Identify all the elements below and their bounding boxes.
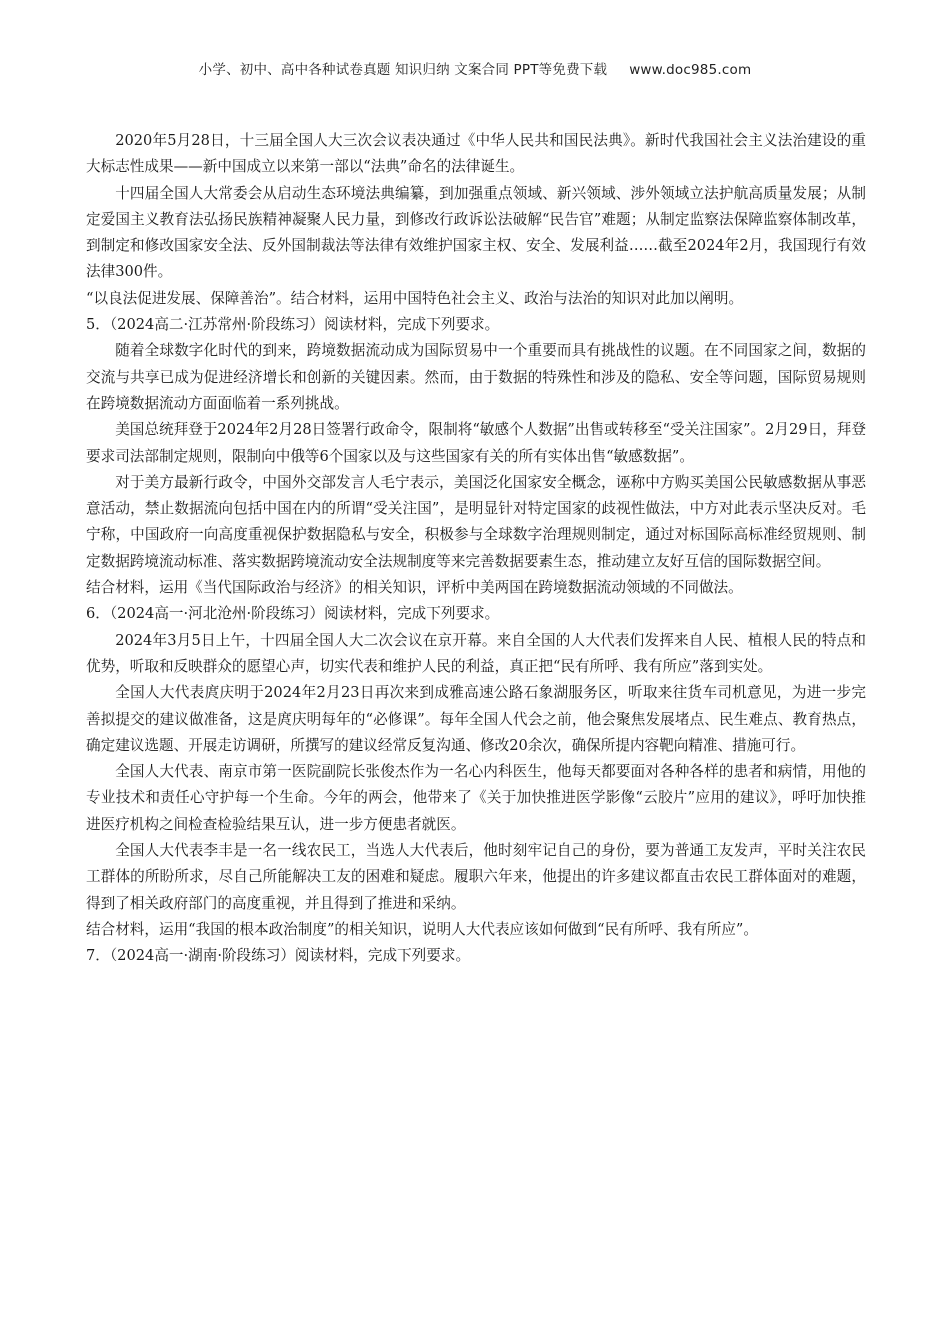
question-heading: 7．（2024高一·湖南·阶段练习）阅读材料，完成下列要求。	[86, 947, 471, 965]
question-prompt: 结合材料，运用“我国的根本政治制度”的相关知识，说明人大代表应该如何做到“民有所呼、我有所应”。	[86, 920, 758, 938]
material-paragraph: 美国总统拜登于2024年2月28日签署行政命令，限制将“敏感个人数据”出售或转移至“受关注国家”。2月29日，拜登要求司法部制定规则，限制向中俄等6个国家以及与这些国家有关的所有实体出售“敏感数据”。	[86, 421, 866, 465]
header-site-link[interactable]: www.doc985.com	[629, 62, 752, 78]
document-body	[86, 128, 866, 970]
material-paragraph: 全国人大代表庹庆明于2024年2月23日再次来到成雅高速公路石象湖服务区，听取来往货车司机意见，为进一步完善拟提交的建议做准备，这是庹庆明每年的“必修课”。每年全国人代会之前，他会聚焦发展堵点、民生难点、教育热点，确定建议选题、开展走访调研，所撰写的建议经常反复沟通、修改20余次，确保所提内容靶向精准、措施可行。	[86, 684, 866, 754]
material-paragraph: 十四届全国人大常委会从启动生态环境法典编纂，到加强重点领域、新兴领域、涉外领域立法护航高质量发展；从制定爱国主义教育法弘扬民族精神凝聚人民力量，到修改行政诉讼法破解“民告官”难题；从制定监察法保障监察体制改革，到制定和修改国家安全法、反外国制裁法等法律有效维护国家主权、安全、发展利益……截至2024年2月，我国现行有效法律300件。	[86, 184, 866, 281]
material-paragraph: 随着全球数字化时代的到来，跨境数据流动成为国际贸易中一个重要而具有挑战性的议题。在不同国家之间，数据的交流与共享已成为促进经济增长和创新的关键因素。然而，由于数据的特殊性和涉及的隐私、安全等问题，国际贸易规则在跨境数据流动方面面临着一系列挑战。	[86, 342, 866, 412]
material-paragraph: 2024年3月5日上午，十四届全国人大二次会议在京开幕。来自全国的人大代表们发挥来自人民、植根人民的特点和优势，听取和反映群众的愿望心声，切实代表和维护人民的利益，真正把“民有所呼、我有所应”落到实处。	[86, 631, 866, 675]
material-paragraph: 2020年5月28日，十三届全国人大三次会议表决通过《中华人民共和国民法典》。新时代我国社会主义法治建设的重大标志性成果——新中国成立以来第一部以“法典”命名的法律诞生。	[86, 132, 866, 176]
page-header	[0, 58, 950, 78]
question-heading: 5．（2024高二·江苏常州·阶段练习）阅读材料，完成下列要求。	[86, 316, 500, 334]
material-paragraph: 全国人大代表李丰是一名一线农民工，当选人大代表后，他时刻牢记自己的身份，要为普通工友发声，平时关注农民工群体的所盼所求，尽自己所能解决工友的困难和疑虑。履职六年来，他提出的许多建议都直击农民工群体面对的难题，得到了相关政府部门的高度重视，并且得到了推进和采纳。	[86, 842, 866, 912]
material-paragraph: 全国人大代表、南京市第一医院副院长张俊杰作为一名心内科医生，他每天都要面对各种各样的患者和病情，用他的专业技术和责任心守护每一个生命。今年的两会，他带来了《关于加快推进医学影像“云胶片”应用的建议》，呼吁加快推进医疗机构之间检查检验结果互认，进一步方便患者就医。	[86, 763, 866, 833]
header-text: 小学、初中、高中各种试卷真题 知识归纳 文案合同 PPT等免费下载	[198, 62, 608, 78]
question-heading: 6．（2024高一·河北沧州·阶段练习）阅读材料，完成下列要求。	[86, 605, 500, 623]
question-prompt: “以良法促进发展、保障善治”。结合材料，运用中国特色社会主义、政治与法治的知识对此加以阐明。	[86, 289, 744, 307]
question-prompt: 结合材料，运用《当代国际政治与经济》的相关知识，评析中美两国在跨境数据流动领域的不同做法。	[86, 579, 743, 597]
material-paragraph: 对于美方最新行政令，中国外交部发言人毛宁表示，美国泛化国家安全概念，诬称中方购买美国公民敏感数据从事恶意活动，禁止数据流向包括中国在内的所谓“受关注国”，是明显针对特定国家的歧视性做法，中方对此表示坚决反对。毛宁称，中国政府一向高度重视保护数据隐私与安全，积极参与全球数字治理规则制定，通过对标国际高标准经贸规则、制定数据跨境流动标准、落实数据跨境流动安全法规制度等来完善数据要素生态，推动建立友好互信的国际数据空间。	[86, 473, 866, 570]
